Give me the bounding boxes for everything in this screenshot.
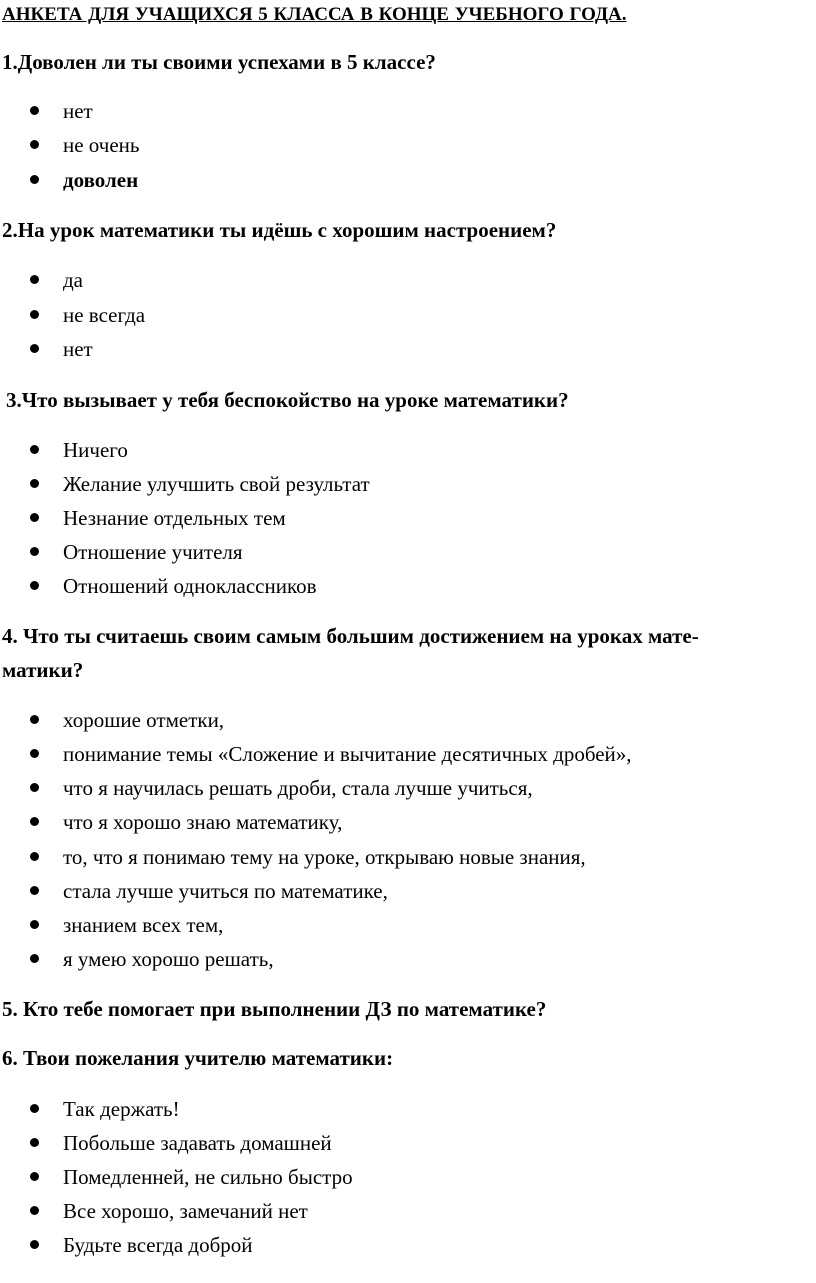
q1-option-label: не очень [63, 133, 140, 157]
question-3: 3.Что вызывает у тебя беспокойство на уроке математики? [6, 388, 569, 412]
bullet-icon [30, 175, 39, 184]
bullet-icon [30, 513, 39, 522]
bullet-icon [30, 920, 39, 929]
question-4-line-1: 4. Что ты считаешь своим самым большим достижением на уроках мате- [2, 624, 699, 648]
bullet-icon [30, 954, 39, 963]
q4-option-label: понимание темы «Сложение и вычитание десятичных дробей», [63, 742, 632, 766]
bullet-icon [30, 479, 39, 488]
bullet-icon [30, 817, 39, 826]
q4-option-label: хорошие отметки, [63, 708, 225, 732]
q4-option-label: что я хорошо знаю математику, [63, 810, 343, 834]
q2-option-label: нет [63, 337, 93, 361]
q2-option-label: не всегда [63, 303, 146, 327]
q4-option-label: знанием всех тем, [63, 913, 224, 937]
bullet-icon [30, 1206, 39, 1215]
q4-option-label: что я научилась решать дроби, стала лучше учиться, [63, 776, 533, 800]
bullet-icon [30, 275, 39, 284]
question-6: 6. Твои пожелания учителю математики: [2, 1046, 394, 1070]
bullet-icon [30, 715, 39, 724]
bullet-icon [30, 1138, 39, 1147]
bullet-icon [30, 581, 39, 590]
q3-option-label: Желание улучшить свой результат [63, 472, 370, 496]
q3-option-label: Отношений одноклассников [63, 574, 317, 598]
bullet-icon [30, 140, 39, 149]
question-4-line-2: матики? [2, 658, 84, 682]
bullet-icon [30, 886, 39, 895]
bullet-icon [30, 749, 39, 758]
q1-option-label: нет [63, 99, 93, 123]
question-1: 1.Доволен ли ты своими успехами в 5 классе? [2, 50, 436, 74]
question-2: 2.На урок математики ты идёшь с хорошим настроением? [2, 218, 557, 242]
q6-option-label: Побольше задавать домашней [63, 1131, 332, 1155]
q3-option-label: Отношение учителя [63, 540, 243, 564]
q2-option-label: да [63, 268, 84, 292]
q6-option-label: Помедленней, не сильно быстро [63, 1165, 353, 1189]
bullet-icon [30, 445, 39, 454]
bullet-icon [30, 106, 39, 115]
bullet-icon [30, 1104, 39, 1113]
document-title: АНКЕТА ДЛЯ УЧАЩИХСЯ 5 КЛАССА В КОНЦЕ УЧЕБНОГО ГОДА. [2, 4, 627, 25]
bullet-icon [30, 783, 39, 792]
bullet-icon [30, 852, 39, 861]
bullet-icon [30, 547, 39, 556]
bullet-icon [30, 310, 39, 319]
question-5: 5. Кто тебе помогает при выполнении ДЗ по математике? [2, 997, 547, 1021]
q4-option-label: то, что я понимаю тему на уроке, открываю новые знания, [63, 845, 586, 869]
q6-option-label: Будьте всегда доброй [63, 1233, 253, 1257]
q1-option-label: доволен [63, 168, 139, 192]
q6-option-label: Все хорошо, замечаний нет [63, 1199, 308, 1223]
bullet-icon [30, 1172, 39, 1181]
q4-option-label: я умею хорошо решать, [63, 947, 274, 971]
q6-option-label: Так держать! [63, 1097, 180, 1121]
q3-option-label: Ничего [63, 438, 128, 462]
bullet-icon [30, 344, 39, 353]
q3-option-label: Незнание отдельных тем [63, 506, 286, 530]
q4-option-label: стала лучше учиться по математике, [63, 879, 388, 903]
bullet-icon [30, 1240, 39, 1249]
